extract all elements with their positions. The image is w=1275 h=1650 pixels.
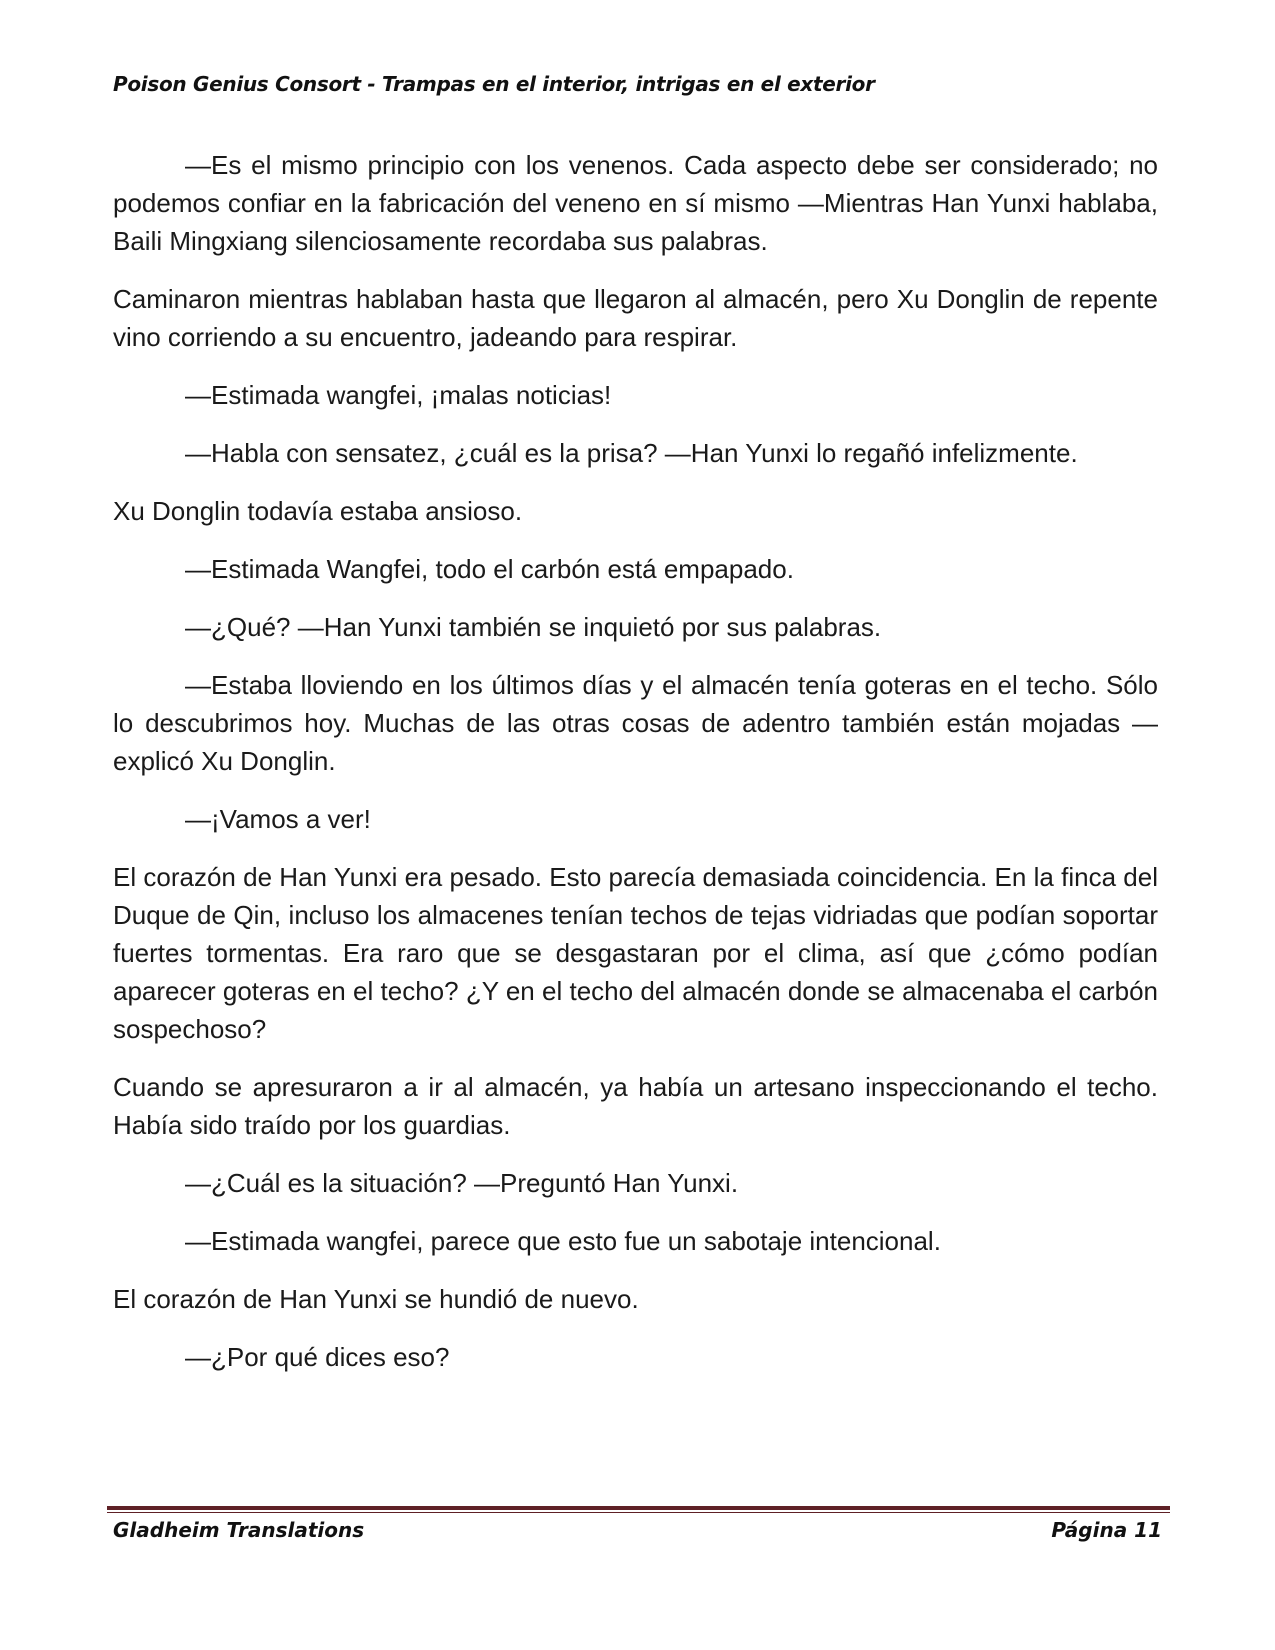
paragraph: Caminaron mientras hablaban hasta que llegaron al almacén, pero Xu Donglin de repente vino corriendo a su encuentro, jadeando para respirar. [113,284,1158,352]
paragraph: El corazón de Han Yunxi se hundió de nuevo. [113,1284,639,1314]
page-header-title: Poison Genius Consort - Trampas en el interior, intrigas en el exterior [113,72,875,96]
paragraph: —Estaba lloviendo en los últimos días y el almacén tenía goteras en el techo. Sólo lo descubrimos hoy. Muchas de las otras cosas de adentro también están mojadas —explicó Xu Donglin. [113,670,1158,776]
footer-rule-thin [107,1512,1170,1513]
paragraph: Cuando se apresuraron a ir al almacén, ya había un artesano inspeccionando el techo. Había sido traído por los guardias. [113,1072,1158,1140]
paragraph: El corazón de Han Yunxi era pesado. Esto parecía demasiada coincidencia. En la finca del Duque de Qin, incluso los almacenes tenían techos de tejas vidriadas que podían soportar fuertes tormentas. Era raro que se desgastaran por el clima, así que ¿cómo podían aparecer goteras en el techo? ¿Y en el techo del almacén donde se almacenaba el carbón sospechoso? [113,862,1158,1044]
footer-page-number: Página 11 [1051,1518,1162,1542]
paragraph: —¿Cuál es la situación? —Preguntó Han Yunxi. [185,1168,739,1198]
footer-publisher: Gladheim Translations [113,1518,365,1542]
paragraph: —¡Vamos a ver! [185,804,371,834]
paragraph: —Habla con sensatez, ¿cuál es la prisa? —Han Yunxi lo regañó infelizmente. [185,438,1078,468]
paragraph: —Estimada Wangfei, todo el carbón está empapado. [185,554,794,584]
paragraph: —¿Qué? —Han Yunxi también se inquietó por sus palabras. [185,612,882,642]
paragraph: —¿Por qué dices eso? [185,1342,450,1372]
paragraph: —Estimada wangfei, parece que esto fue un sabotaje intencional. [185,1226,941,1256]
paragraph: —Es el mismo principio con los venenos. Cada aspecto debe ser considerado; no podemos confiar en la fabricación del veneno en sí mismo —Mientras Han Yunxi hablaba, Baili Mingxiang silenciosamente recordaba sus palabras. [113,150,1158,256]
footer-rule-thick [107,1506,1170,1510]
paragraph: —Estimada wangfei, ¡malas noticias! [185,380,612,410]
footer-rule [107,1506,1170,1513]
paragraph: Xu Donglin todavía estaba ansioso. [113,496,523,526]
page-body [113,146,1158,1396]
